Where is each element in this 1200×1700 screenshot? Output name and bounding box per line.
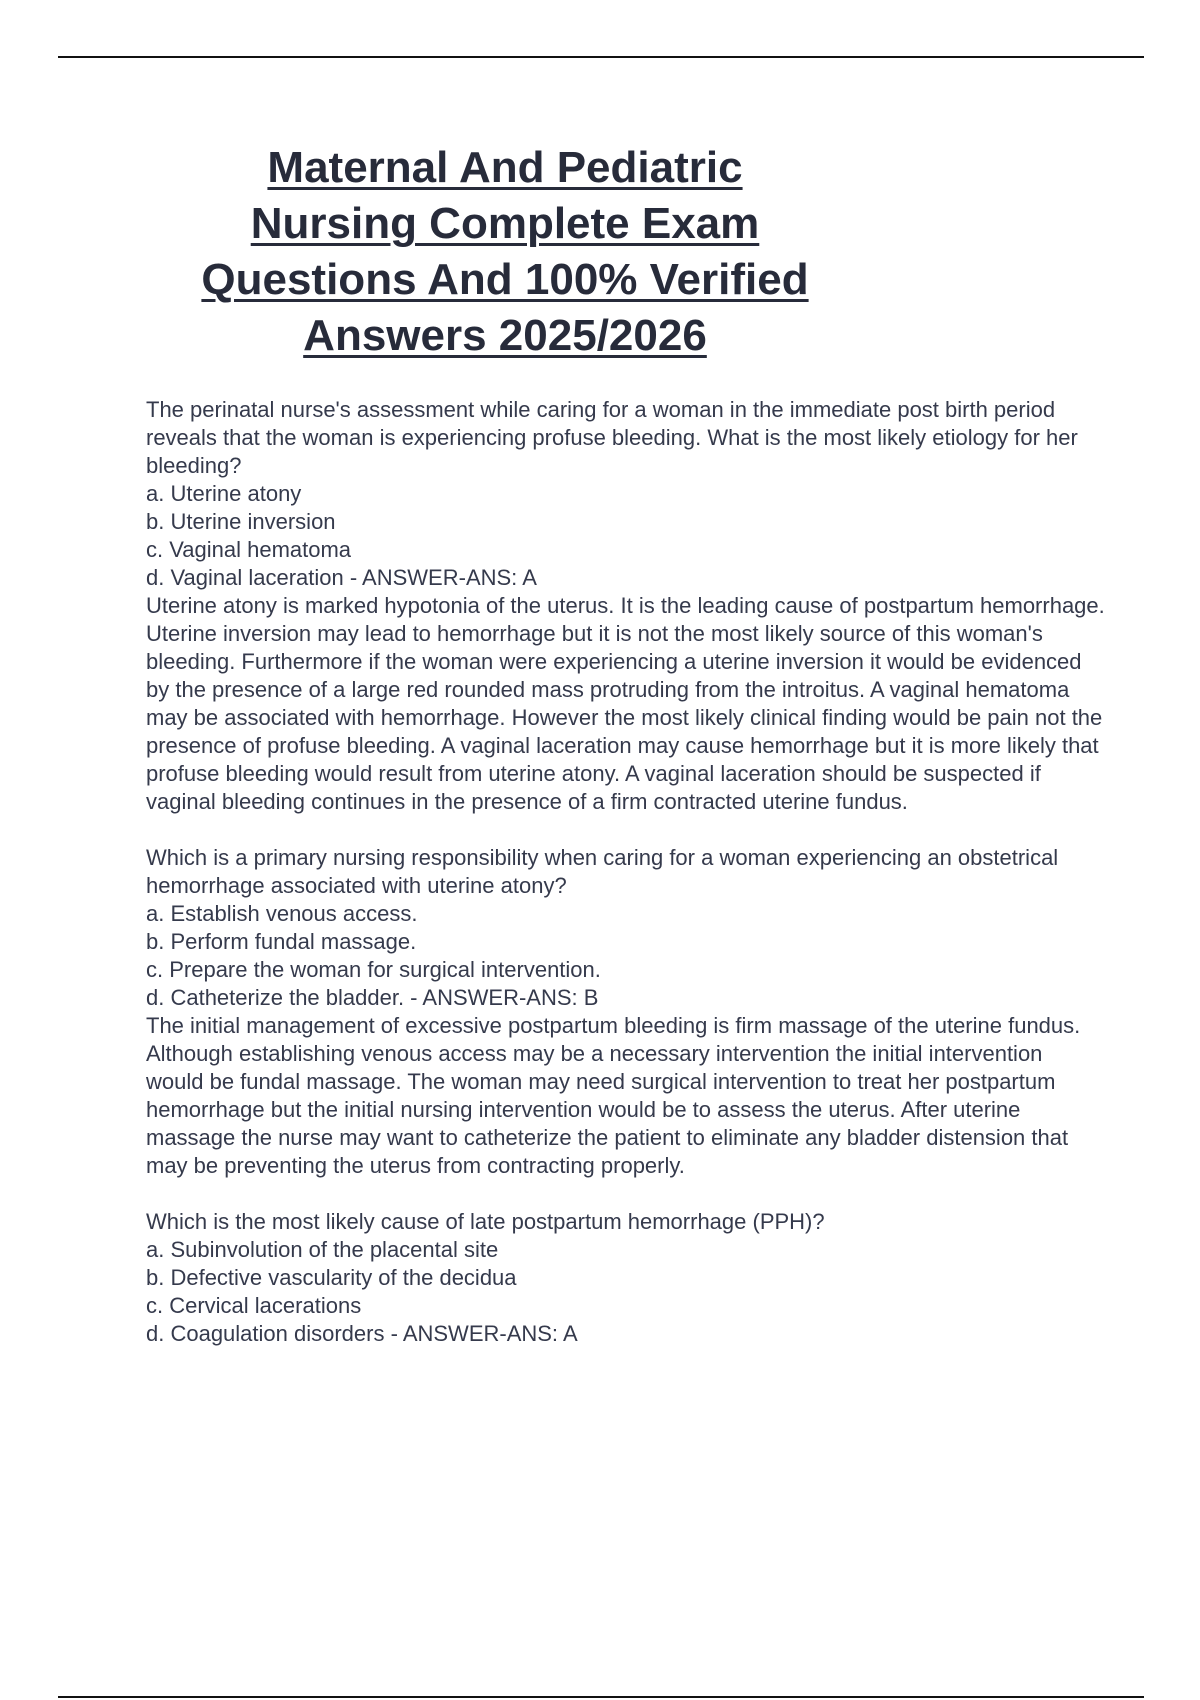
answer-option: b. Defective vascularity of the decidua <box>146 1265 517 1290</box>
answer-option: a. Uterine atony <box>146 481 302 506</box>
document-title <box>100 140 910 364</box>
bottom-rule <box>58 1696 1144 1698</box>
answer-option-with-key: d. Vaginal laceration - ANSWER-ANS: A <box>146 565 537 590</box>
answer-option: c. Vaginal hematoma <box>146 537 352 562</box>
answer-option-with-key: d. Coagulation disorders - ANSWER-ANS: A <box>146 1321 578 1346</box>
title-line-2: Nursing Complete Exam <box>250 199 760 248</box>
answer-option: b. Perform fundal massage. <box>146 929 417 954</box>
question-1 <box>146 396 1106 816</box>
answer-rationale: Uterine atony is marked hypotonia of the uterus. It is the leading cause of postpartum hemorrhage. Uterine inversion may lead to hemorrhage but it is not the most likely source of this woman's bleeding. Furthermore if the woman were experiencing a uterine inversion it would be evidenced by the presence of a large red rounded mass protruding from the introitus. A vaginal hematoma may be associated with hemorrhage. However the most likely clinical finding would be pain not the presence of profuse bleeding. A vaginal laceration may cause hemorrhage but it is more likely that profuse bleeding would result from uterine atony. A vaginal laceration should be suspected if vaginal bleeding continues in the presence of a firm contracted uterine fundus. <box>146 593 1105 814</box>
question-3 <box>146 1208 1106 1348</box>
exam-content <box>146 396 1106 1376</box>
question-stem: Which is the most likely cause of late postpartum hemorrhage (PPH)? <box>146 1209 825 1234</box>
question-stem: Which is a primary nursing responsibility when caring for a woman experiencing an obstetrical hemorrhage associated with uterine atony? <box>146 845 1059 898</box>
answer-option: b. Uterine inversion <box>146 509 336 534</box>
answer-option: c. Cervical lacerations <box>146 1293 362 1318</box>
answer-option: c. Prepare the woman for surgical intervention. <box>146 957 601 982</box>
question-stem: The perinatal nurse's assessment while caring for a woman in the immediate post birth period reveals that the woman is experiencing profuse bleeding. What is the most likely etiology for her bleeding? <box>146 397 1078 478</box>
answer-option-with-key: d. Catheterize the bladder. - ANSWER-ANS: B <box>146 985 599 1010</box>
title-line-4: Answers 2025/2026 <box>303 311 707 360</box>
title-line-1: Maternal And Pediatric <box>267 143 743 192</box>
answer-rationale: The initial management of excessive postpartum bleeding is firm massage of the uterine fundus. Although establishing venous access may be a necessary intervention the initial intervention would be fundal massage. The woman may need surgical intervention to treat her postpartum hemorrhage but the initial nursing intervention would be to assess the uterus. After uterine massage the nurse may want to catheterize the patient to eliminate any bladder distension that may be preventing the uterus from contracting properly. <box>146 1013 1081 1178</box>
top-rule <box>58 56 1144 58</box>
question-2 <box>146 844 1106 1180</box>
answer-option: a. Establish venous access. <box>146 901 418 926</box>
title-line-3: Questions And 100% Verified <box>201 255 809 304</box>
answer-option: a. Subinvolution of the placental site <box>146 1237 499 1262</box>
